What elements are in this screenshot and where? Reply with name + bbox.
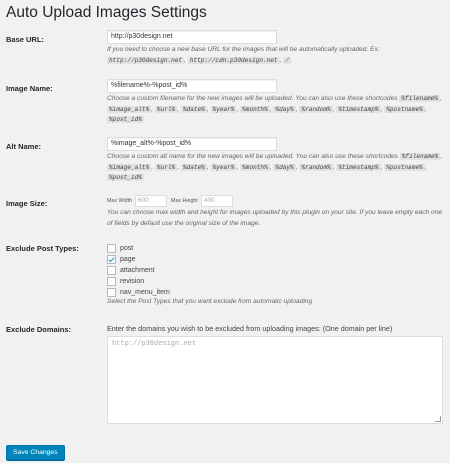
checkbox[interactable] (107, 244, 116, 253)
post-type-label: nav_menu_item (120, 289, 170, 296)
shortcode: %day% (275, 105, 294, 113)
shortcode: %filename% (401, 153, 439, 160)
alt-name-description-text: Choose a custom alt name for the new images will be uploaded. You can also use these shortcodes (107, 153, 398, 160)
shortcode: %random% (301, 105, 331, 113)
post-type-label: post (120, 245, 134, 252)
exclude-domains-intro: Enter the domains you wish to be excluded from uploading images: (One domain per line) (107, 324, 393, 333)
checkbox[interactable] (107, 277, 116, 286)
image-size-label: Image Size: (6, 199, 48, 208)
shortcode: %image_alt% (109, 105, 150, 113)
shortcode: %year% (212, 105, 235, 113)
shortcode: %month% (242, 105, 268, 113)
post-types-list (107, 243, 170, 298)
image-size-row (107, 195, 237, 207)
page-title: Auto Upload Images Settings (6, 4, 207, 21)
shortcode: %postname% (386, 105, 423, 113)
exclude-post-types-description: Select the Post Types that you want exclude from automatic uploading (107, 298, 313, 305)
base-url-input[interactable]: http://p30design.net (107, 30, 277, 44)
post-type-item[interactable] (107, 243, 170, 254)
post-type-label: page (120, 256, 136, 263)
post-type-label: revision (120, 278, 145, 285)
exclude-post-types-label: Exclude Post Types: (6, 244, 79, 253)
checkbox-checked[interactable] (107, 255, 116, 264)
base-url-description: If you need to choose a new base URL for the images that will be automatically uploaded. Ex: http://p30design.net , http://cdn.p30design.net , / (107, 46, 380, 64)
shortcode: %url% (156, 163, 176, 171)
shortcode: %post_id% (109, 116, 142, 123)
shortcode: %timestamp% (338, 105, 379, 113)
base-url-example: / (285, 56, 289, 64)
shortcode: %date% (182, 163, 205, 171)
image-name-description-text: Choose a custom filename for the new images will be uploaded. You can also use these shortcodes (107, 95, 398, 102)
save-changes-button[interactable]: Save Changes (6, 445, 65, 460)
alt-name-label: Alt Name: (6, 142, 42, 151)
image-name-description: Choose a custom filename for the new images will be uploaded. You can also use these shortcodes %filename% , %image_alt% , %url% , %date% , %year% , %month% , %day% , %random% , %timestamp% , %postname% , %post_id% (107, 95, 442, 123)
checkbox[interactable] (107, 266, 116, 275)
image-size-description: You can choose max width and height for images uploaded by this plugin on your site. If you leave empty each one of fields by default use the original size of the image. (107, 209, 443, 227)
shortcode: %image_alt% (109, 163, 150, 171)
base-url-example: http://cdn.p30design.net (189, 56, 278, 64)
base-url-example: http://p30design.net (109, 56, 183, 64)
max-width-input[interactable]: 600 (135, 195, 167, 207)
base-url-description-text: If you need to choose a new base URL for the images that will be automatically uploaded. Ex: (107, 46, 380, 53)
shortcode: %random% (301, 163, 331, 171)
shortcode: %post_id% (109, 174, 142, 181)
checkbox[interactable] (107, 288, 116, 297)
exclude-domains-textarea[interactable] (107, 336, 443, 424)
shortcode: %date% (182, 105, 205, 113)
base-url-label: Base URL: (6, 35, 44, 44)
shortcode: %timestamp% (338, 163, 379, 171)
shortcode: %url% (156, 105, 176, 113)
post-type-item[interactable] (107, 276, 170, 287)
shortcode: %year% (212, 163, 235, 171)
post-type-item[interactable] (107, 265, 170, 276)
alt-name-input[interactable]: %image_alt%-%post_id% (107, 137, 277, 151)
shortcode: %day% (275, 163, 294, 171)
shortcode: %filename% (401, 95, 438, 102)
max-height-label: Max Height (171, 198, 198, 204)
post-type-item[interactable] (107, 254, 170, 265)
exclude-domains-label: Exclude Domains: (6, 325, 72, 334)
shortcode: %month% (242, 163, 268, 171)
shortcode: %postname% (386, 163, 423, 171)
post-type-label: attachment (120, 267, 155, 274)
resize-handle-icon[interactable] (435, 416, 441, 422)
max-height-input[interactable]: 400 (201, 195, 233, 207)
max-width-label: Max Width (107, 198, 133, 204)
image-name-input[interactable]: %filename%-%post_id% (107, 79, 277, 93)
textarea-placeholder: http://p30design.net (112, 340, 197, 348)
image-name-label: Image Name: (6, 84, 53, 93)
alt-name-description: Choose a custom alt name for the new images will be uploaded. You can also use these shortcodes %filename% , %image_alt% , %url% , %date% , %year% , %month% , %day% , %random% , %timestamp% , %postname% , %post_id% (107, 153, 443, 181)
